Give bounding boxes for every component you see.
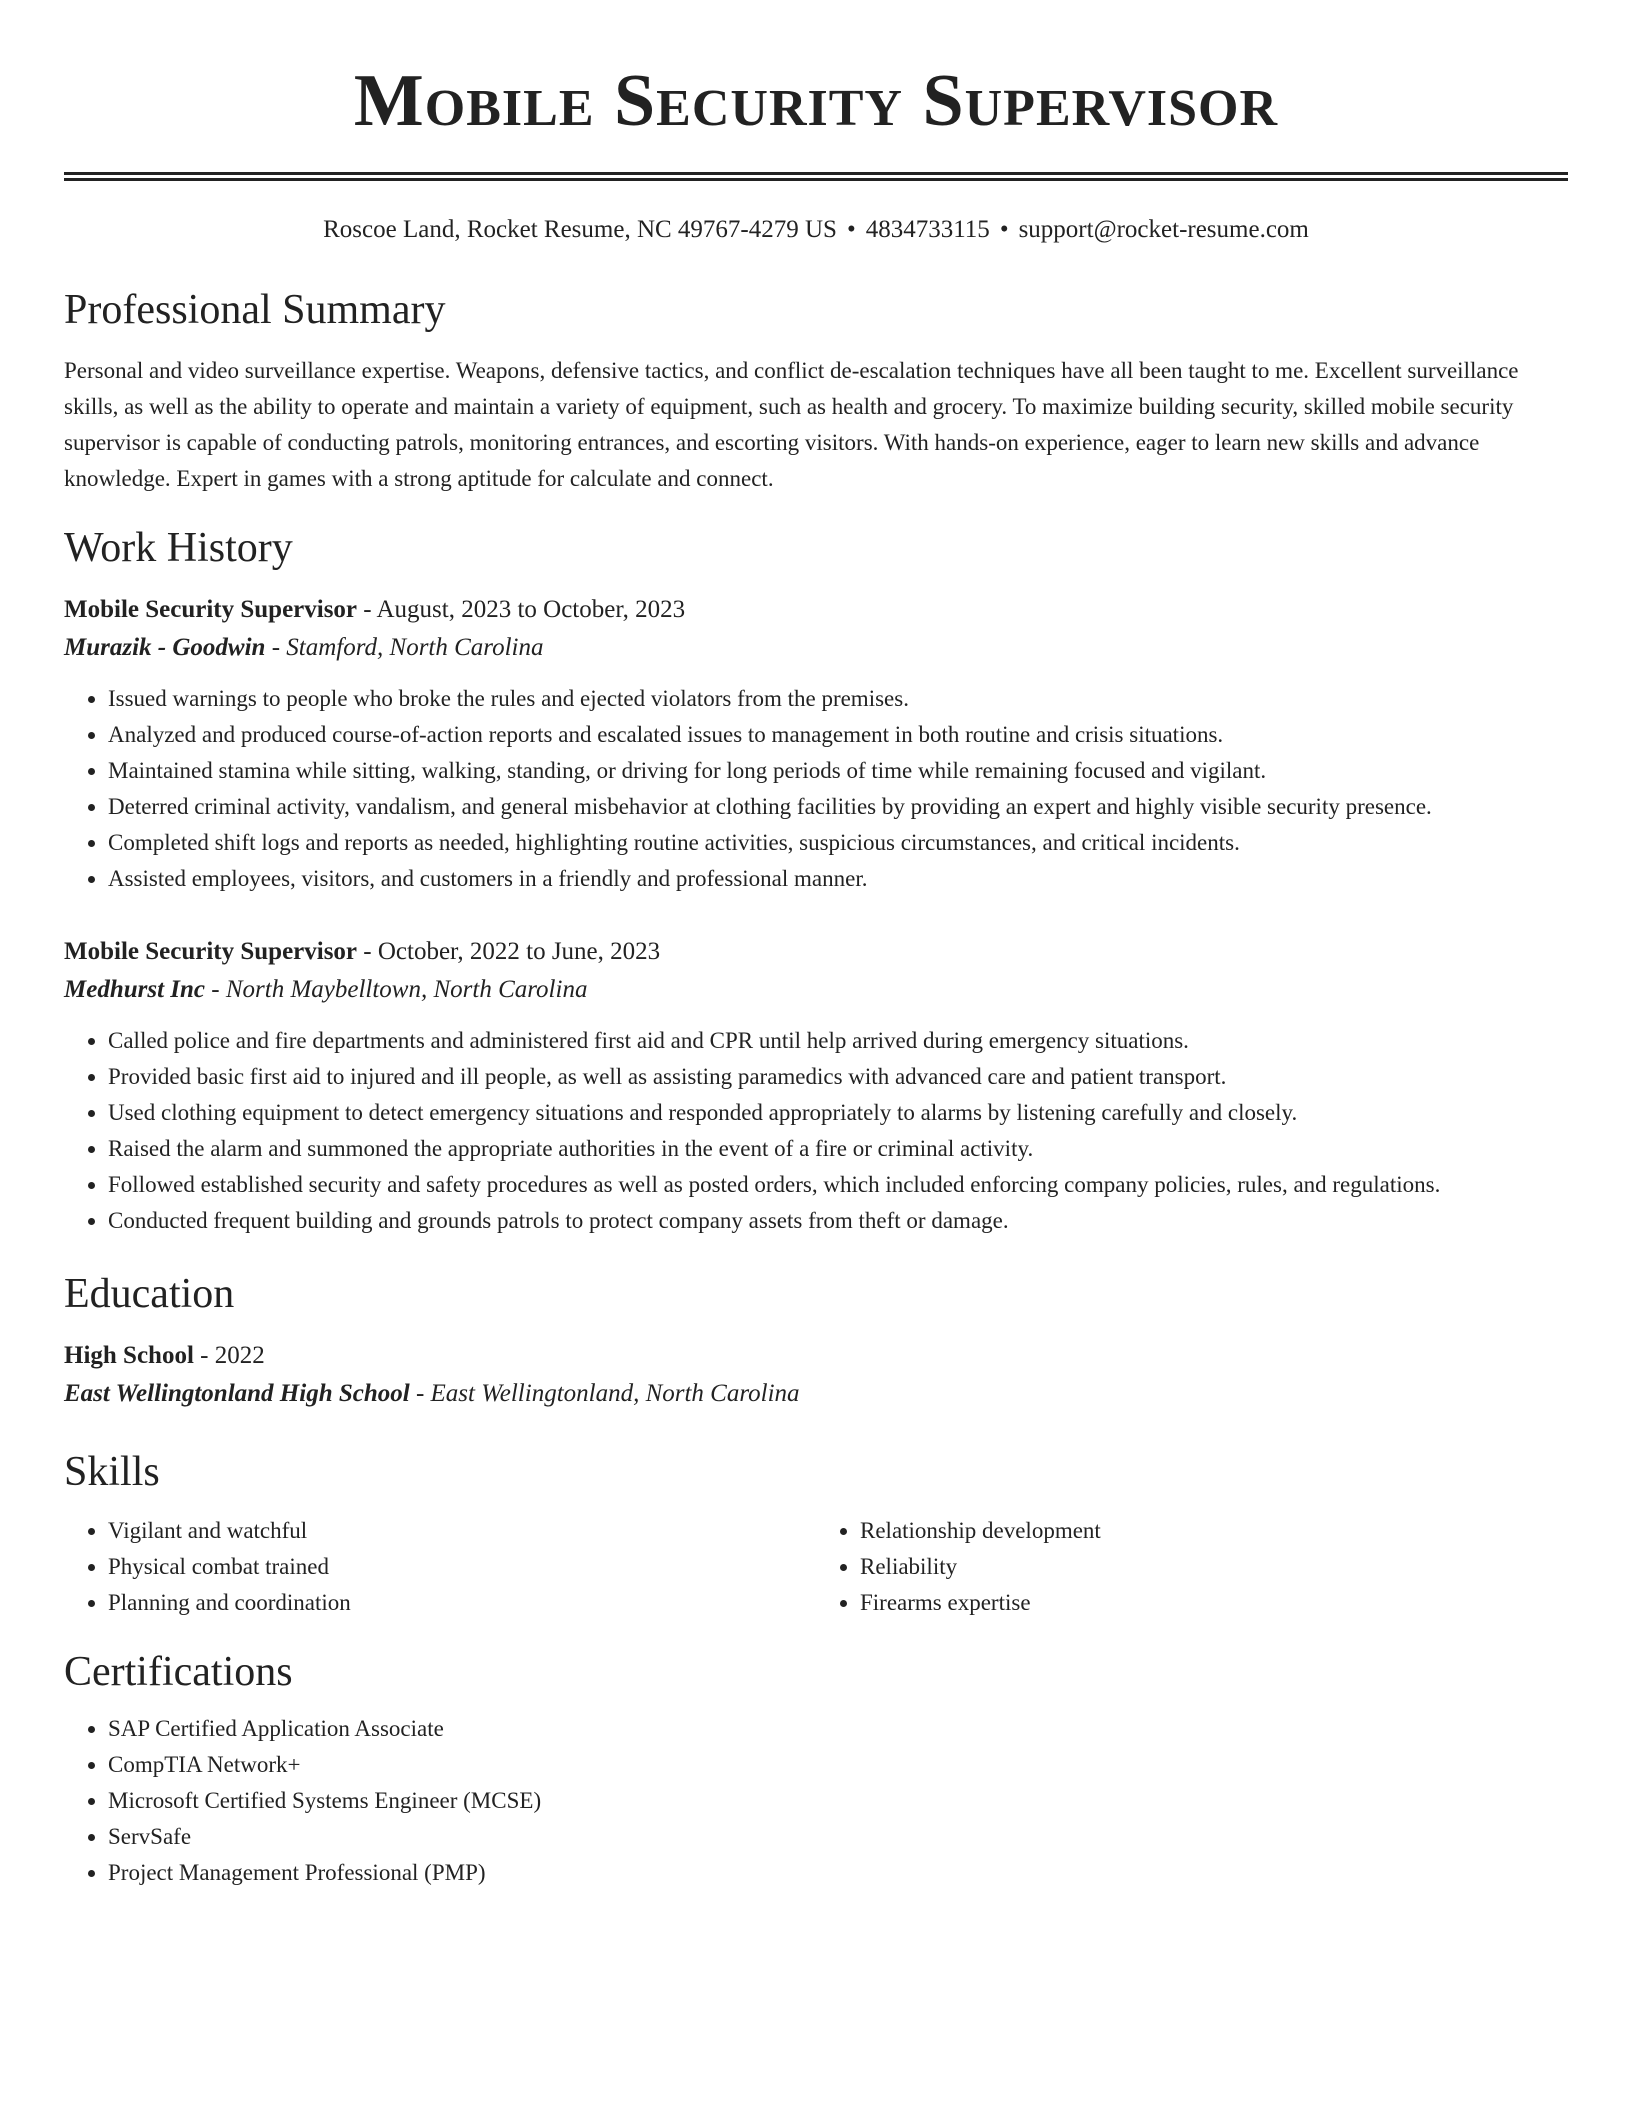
contact-phone: 4834733115 <box>865 216 990 243</box>
list-item: • Issued warnings to people who broke the rules and ejected violators from the premises. <box>108 681 1568 717</box>
list-item: • Called police and fire departments and administered first aid and CPR until help arrived during emergency situations. <box>108 1023 1568 1059</box>
education-school: East Wellingtonland High School <box>64 1380 410 1407</box>
list-item: • Physical combat trained <box>108 1549 816 1585</box>
section-title-work-history: Work History <box>64 525 293 571</box>
job-company: Medhurst Inc <box>64 976 206 1003</box>
list-item: • Completed shift logs and reports as needed, highlighting routine activities, suspicious circumstances, and critical incidents. <box>108 825 1568 861</box>
certifications-list <box>64 1711 1568 1891</box>
list-item: • Provided basic first aid to injured and ill people, as well as assisting paramedics with advanced care and patient transport. <box>108 1059 1568 1095</box>
education-degree: High School <box>64 1342 194 1369</box>
job-location: - North Maybelltown, North Carolina <box>205 976 588 1003</box>
list-item: • Reliability <box>860 1549 1568 1585</box>
job-entry <box>64 933 1568 1239</box>
list-item: • Deterred criminal activity, vandalism, and general misbehavior at clothing facilities by providing an expert and highly visible security presence. <box>108 789 1568 825</box>
job-entry <box>64 591 1568 897</box>
list-item: • Conducted frequent building and grounds patrols to protect company assets from theft or damage. <box>108 1203 1568 1239</box>
job-title: Mobile Security Supervisor <box>64 938 358 965</box>
list-item: • SAP Certified Application Associate <box>108 1711 1568 1747</box>
job-bullet-list <box>64 681 1568 897</box>
contact-line <box>64 215 1568 245</box>
skills-list-right <box>816 1513 1568 1621</box>
list-item: • ServSafe <box>108 1819 1568 1855</box>
list-item: • Vigilant and watchful <box>108 1513 816 1549</box>
education-entry <box>64 1337 1568 1413</box>
job-dates: - August, 2023 to October, 2023 <box>357 596 686 623</box>
list-item: • Used clothing equipment to detect emergency situations and responded appropriately to alarms by listening carefully and closely. <box>108 1095 1568 1131</box>
list-item: • Microsoft Certified Systems Engineer (MCSE) <box>108 1783 1568 1819</box>
contact-address: Roscoe Land, Rocket Resume, NC 49767-4279 US <box>323 216 837 243</box>
list-item: • Raised the alarm and summoned the appropriate authorities in the event of a fire or criminal activity. <box>108 1131 1568 1167</box>
header-double-rule <box>64 172 1568 181</box>
section-title-education: Education <box>64 1271 235 1317</box>
education-school-line <box>64 1375 1568 1413</box>
list-item: • Relationship development <box>860 1513 1568 1549</box>
contact-separator: • <box>846 216 856 243</box>
job-company-line <box>64 971 1568 1009</box>
contact-email: support@rocket-resume.com <box>1018 216 1309 243</box>
list-item: • Firearms expertise <box>860 1585 1568 1621</box>
summary-text: Personal and video surveillance expertise. Weapons, defensive tactics, and conflict de-escalation techniques have all been taught to me. Excellent surveillance skills, as well as the ability to operate and maintain a variety of equipment, such as health and grocery. To maximize building security, skilled mobile security supervisor is capable of conducting patrols, monitoring entrances, and escorting visitors. With hands-on experience, eager to learn new skills and advance knowledge. Expert in games with a strong aptitude for calculate and connect. <box>64 358 1519 491</box>
skills-grid <box>64 1513 1568 1621</box>
list-item: • Followed established security and safety procedures as well as posted orders, which included enforcing company policies, rules, and regulations. <box>108 1167 1568 1203</box>
section-title-skills: Skills <box>64 1449 160 1495</box>
job-dates: - October, 2022 to June, 2023 <box>357 938 661 965</box>
section-title-certifications: Certifications <box>64 1649 293 1695</box>
skills-list-left <box>64 1513 816 1621</box>
job-location: - Stamford, North Carolina <box>265 634 544 661</box>
list-item: • Planning and coordination <box>108 1585 816 1621</box>
list-item: • Maintained stamina while sitting, walking, standing, or driving for long periods of time while remaining focused and vigilant. <box>108 753 1568 789</box>
education-location: - East Wellingtonland, North Carolina <box>409 1380 800 1407</box>
list-item: • CompTIA Network+ <box>108 1747 1568 1783</box>
list-item: • Assisted employees, visitors, and customers in a friendly and professional manner. <box>108 861 1568 897</box>
education-year: - 2022 <box>193 1342 265 1369</box>
job-title: Mobile Security Supervisor <box>64 596 358 623</box>
resume-name: Mobile Security Supervisor <box>353 60 1279 142</box>
education-degree-line <box>64 1337 1568 1375</box>
list-item: • Project Management Professional (PMP) <box>108 1855 1568 1891</box>
list-item: • Analyzed and produced course-of-action reports and escalated issues to management in both routine and crisis situations. <box>108 717 1568 753</box>
job-company-line <box>64 629 1568 667</box>
job-title-line <box>64 933 1568 971</box>
job-title-line <box>64 591 1568 629</box>
contact-separator: • <box>999 216 1009 243</box>
job-company: Murazik - Goodwin <box>64 634 266 661</box>
section-title-summary: Professional Summary <box>64 287 446 333</box>
job-bullet-list <box>64 1023 1568 1239</box>
